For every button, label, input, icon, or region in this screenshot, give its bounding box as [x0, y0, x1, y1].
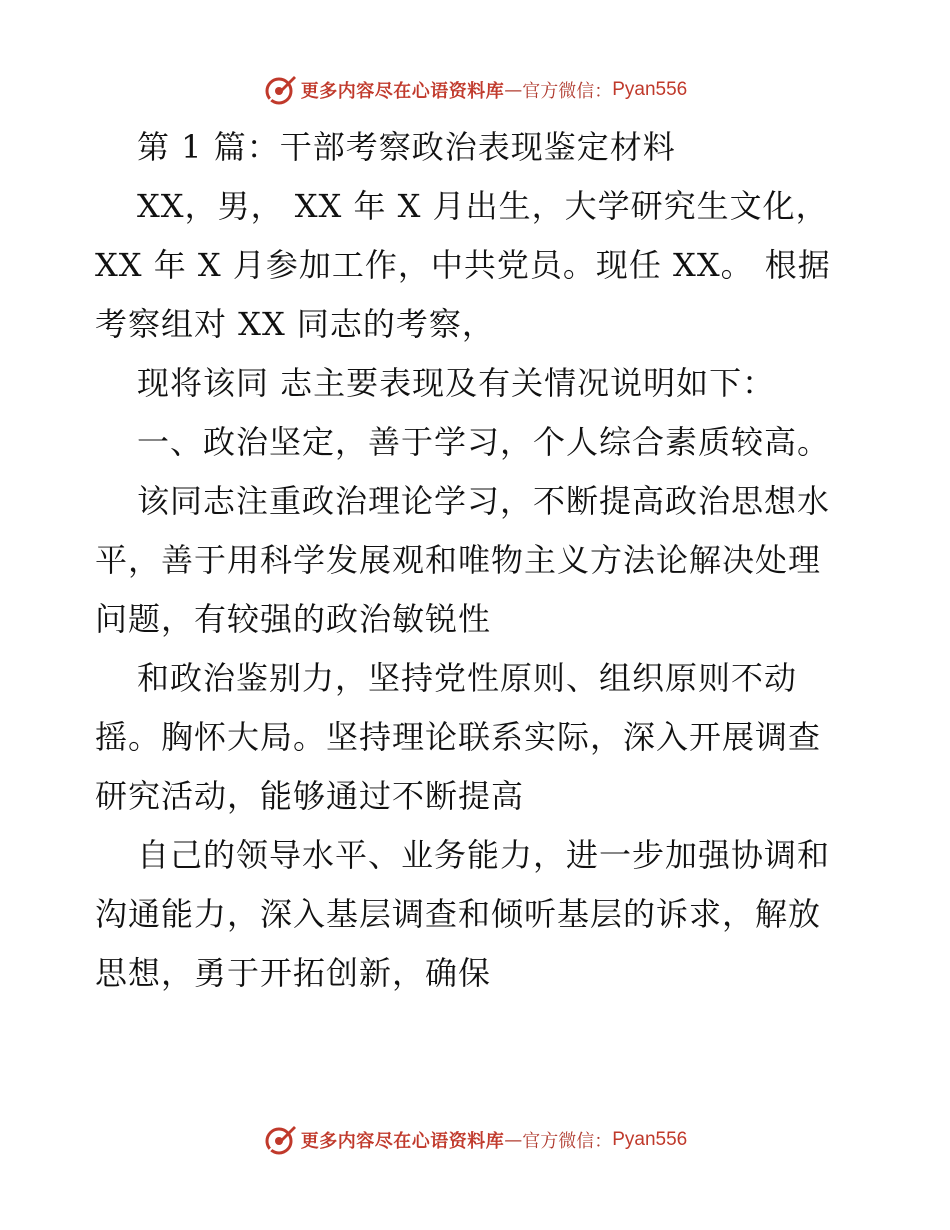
- paragraph-line: XX，男， XX 年 X 月出生，大学研究生文化，: [137, 187, 829, 225]
- paragraph-line: XX 年 X 月参加工作，中共党员。现任 XX。 根据: [95, 246, 831, 284]
- paragraph-line: 问题，有较强的政治敏锐性: [95, 600, 492, 638]
- header-wechat-label: 官方微信：: [522, 81, 613, 102]
- paragraph-line: 平，善于用科学发展观和唯物主义方法论解决处理: [95, 541, 822, 579]
- header-banner[interactable]: [0, 70, 950, 110]
- paragraph-line: 研究活动，能够通过不断提高: [95, 777, 525, 815]
- footer-banner-separator: —: [504, 1129, 523, 1151]
- header-wechat-id: Pyan556: [612, 79, 688, 100]
- pen-circle-logo-icon: [263, 1123, 297, 1157]
- footer-banner-text: 更多内容尽在心语资料库: [300, 1131, 505, 1152]
- paragraph-line: 该同志注重政治理论学习，不断提高政治思想水: [137, 482, 831, 520]
- paragraph-line: 和政治鉴别力，坚持党性原则、组织原则不动: [137, 659, 798, 697]
- section-heading: 一、政治坚定，善于学习，个人综合素质较高。: [137, 423, 831, 461]
- paragraph-line: 思想，勇于开拓创新，确保: [95, 954, 492, 992]
- paragraph-line: 考察组对 XX 同志的考察，: [95, 305, 495, 343]
- paragraph-line: 现将该同 志主要表现及有关情况说明如下：: [137, 364, 776, 402]
- pen-circle-logo-icon: [263, 73, 297, 107]
- footer-wechat-id: Pyan556: [612, 1129, 688, 1150]
- document-body: [95, 118, 855, 1003]
- header-banner-text: 更多内容尽在心语资料库: [300, 81, 505, 102]
- header-banner-separator: —: [504, 79, 523, 101]
- document-title: 第 1 篇：干部考察政治表现鉴定材料: [137, 128, 676, 166]
- footer-banner[interactable]: [0, 1120, 950, 1160]
- paragraph-line: 摇。胸怀大局。坚持理论联系实际，深入开展调查: [95, 718, 822, 756]
- paragraph-line: 自己的领导水平、业务能力，进一步加强协调和: [137, 836, 831, 874]
- paragraph-line: 沟通能力，深入基层调查和倾听基层的诉求，解放: [95, 895, 822, 933]
- footer-wechat-label: 官方微信：: [522, 1131, 613, 1152]
